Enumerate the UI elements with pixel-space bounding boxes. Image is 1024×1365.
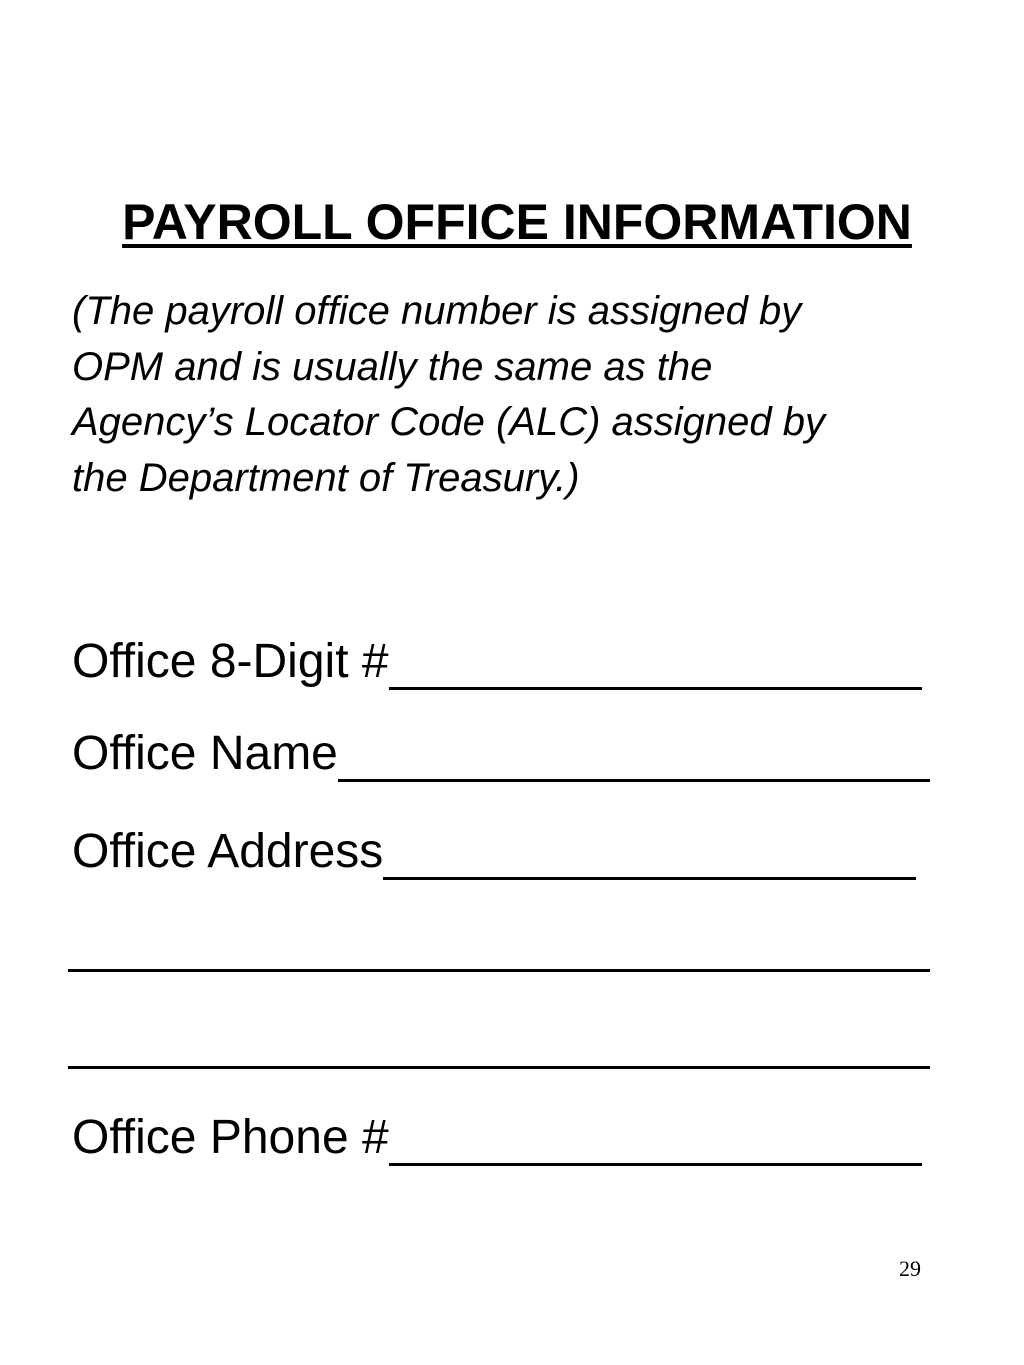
intro-line: Agency’s Locator Code (ALC) assigned by	[72, 400, 826, 444]
office-name-field	[72, 724, 930, 784]
intro-line: the Department of Treasury.)	[72, 455, 580, 500]
intro-line: (The payroll office number is assigned by	[72, 289, 802, 333]
page-title	[0, 192, 1024, 252]
office-number-blank[interactable]	[389, 637, 922, 690]
office-number-label: Office 8-Digit #	[72, 635, 389, 688]
office-address-blank[interactable]	[383, 827, 916, 880]
office-number-field	[72, 632, 922, 692]
office-name-label: Office Name	[72, 727, 338, 780]
office-phone-blank[interactable]	[389, 1113, 922, 1166]
page-number: 29	[899, 1256, 921, 1281]
office-address-field	[72, 822, 916, 882]
office-phone-label: Office Phone #	[72, 1111, 389, 1164]
office-address-line-3[interactable]	[68, 1066, 930, 1069]
intro-line: OPM and is usually the same as the	[72, 344, 713, 389]
office-name-blank[interactable]	[338, 729, 930, 782]
office-phone-field	[72, 1108, 922, 1168]
intro-note	[72, 284, 972, 506]
office-address-label: Office Address	[72, 825, 384, 878]
page-title-text: PAYROLL OFFICE INFORMATION	[122, 194, 912, 250]
office-address-line-2[interactable]	[68, 969, 930, 972]
